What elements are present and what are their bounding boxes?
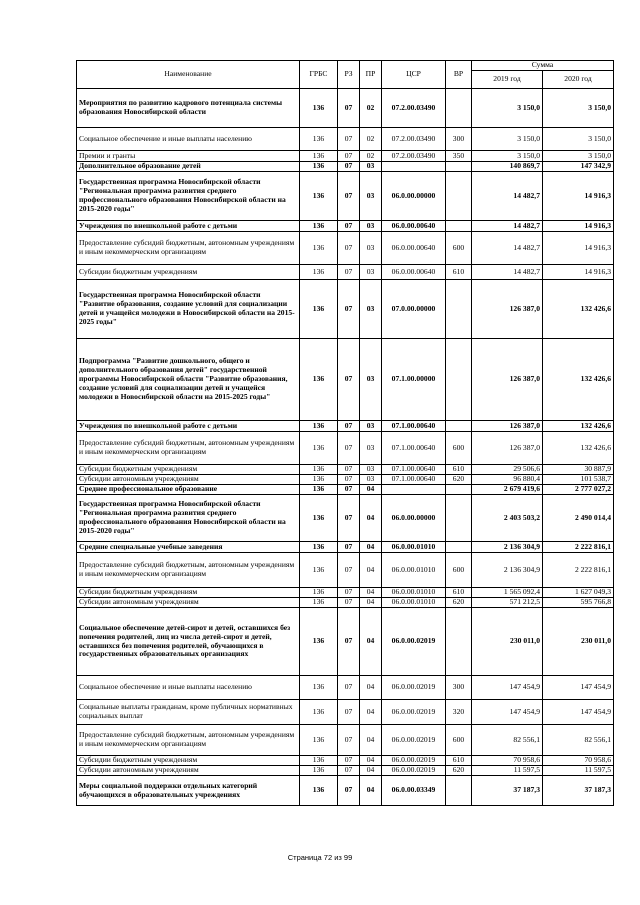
cell-y2019: 2 136 304,9 [472,553,543,588]
cell-y2019: 3 150,0 [472,128,543,151]
cell-y2019: 96 880,4 [472,475,543,485]
table-row [77,432,614,465]
table-row [77,232,614,265]
cell-rz: 07 [338,553,360,588]
cell-name: Подпрограмма "Развитие дошкольного, общего и дополнительного образования детей" государственной программы Новосибирской области "Развитие образования, создание условий для социализации детей и учащейся молодежи в Новосибирской области на 2015-2025 годы" [77,339,300,421]
cell-vr [446,89,472,128]
cell-pr: 03 [360,265,382,280]
table-row [77,339,614,421]
table-row [77,221,614,232]
cell-csr: 06.0.00.03349 [382,776,446,806]
cell-csr: 06.0.00.00640 [382,232,446,265]
cell-rz: 07 [338,128,360,151]
cell-y2020: 595 766,8 [543,598,614,608]
cell-y2020: 14 916,3 [543,232,614,265]
cell-name: Предоставление субсидий бюджетным, автономным учреждениям и иным некоммерческим организациям [77,553,300,588]
cell-y2020: 2 222 816,1 [543,542,614,553]
cell-rz: 07 [338,608,360,676]
cell-y2019: 571 212,5 [472,598,543,608]
cell-grbs: 136 [300,553,338,588]
cell-grbs: 136 [300,756,338,766]
cell-vr [446,280,472,339]
cell-pr: 02 [360,151,382,162]
cell-name: Среднее профессиональное образование [77,485,300,495]
table-row [77,776,614,806]
cell-y2020: 132 426,6 [543,339,614,421]
cell-y2020: 14 916,3 [543,172,614,221]
cell-csr: 07.1.00.00640 [382,475,446,485]
table-row [77,676,614,700]
cell-y2019: 14 482,7 [472,232,543,265]
cell-csr: 07.2.00.03490 [382,89,446,128]
cell-name: Премии и гранты [77,151,300,162]
cell-y2019: 11 597,5 [472,766,543,776]
cell-y2019: 230 011,0 [472,608,543,676]
cell-name: Социальное обеспечение и иные выплаты населению [77,676,300,700]
cell-grbs: 136 [300,280,338,339]
header-sum: Сумма [472,61,614,71]
cell-name: Социальное обеспечение и иные выплаты населению [77,128,300,151]
cell-rz: 07 [338,265,360,280]
cell-y2019: 37 187,3 [472,776,543,806]
cell-name: Субсидии бюджетным учреждениям [77,465,300,475]
table-row [77,608,614,676]
cell-y2019: 14 482,7 [472,265,543,280]
cell-pr: 03 [360,172,382,221]
cell-grbs: 136 [300,766,338,776]
cell-vr: 320 [446,700,472,725]
cell-vr: 600 [446,553,472,588]
cell-csr: 06.0.00.00000 [382,495,446,542]
cell-grbs: 136 [300,542,338,553]
cell-vr: 600 [446,232,472,265]
cell-rz: 07 [338,280,360,339]
cell-vr [446,421,472,432]
cell-csr: 06.0.00.02019 [382,676,446,700]
cell-vr [446,339,472,421]
cell-rz: 07 [338,475,360,485]
cell-rz: 07 [338,465,360,475]
cell-grbs: 136 [300,172,338,221]
cell-y2019: 14 482,7 [472,221,543,232]
cell-pr: 04 [360,485,382,495]
cell-pr: 03 [360,221,382,232]
cell-y2020: 37 187,3 [543,776,614,806]
table-row [77,475,614,485]
cell-name: Субсидии бюджетным учреждениям [77,756,300,766]
cell-y2019: 29 506,6 [472,465,543,475]
cell-csr: 06.0.00.01010 [382,588,446,598]
cell-name: Социальное обеспечение детей-сирот и детей, оставшихся без попечения родителей, лиц из числа детей-сирот и детей, оставшихся без попечения родителей, обучающихся в государственных образовательных организациях [77,608,300,676]
cell-grbs: 136 [300,128,338,151]
cell-y2019: 126 387,0 [472,421,543,432]
table-row [77,725,614,756]
cell-y2020: 2 222 816,1 [543,553,614,588]
table-row [77,421,614,432]
cell-name: Дополнительное образование детей [77,162,300,172]
cell-y2019: 14 482,7 [472,172,543,221]
cell-vr: 300 [446,676,472,700]
cell-rz: 07 [338,776,360,806]
cell-y2020: 2 490 014,4 [543,495,614,542]
cell-y2020: 147 454,9 [543,700,614,725]
cell-pr: 04 [360,553,382,588]
cell-grbs: 136 [300,232,338,265]
cell-grbs: 136 [300,432,338,465]
cell-y2020: 3 150,0 [543,89,614,128]
cell-csr: 07.0.00.00000 [382,280,446,339]
cell-y2020: 2 777 027,2 [543,485,614,495]
cell-vr: 350 [446,151,472,162]
table-row [77,162,614,172]
cell-pr: 03 [360,432,382,465]
header-row [77,61,614,71]
cell-name: Предоставление субсидий бюджетным, автономным учреждениям и иным некоммерческим организациям [77,232,300,265]
cell-name: Предоставление субсидий бюджетным, автономным учреждениям и иным некоммерческим организациям [77,432,300,465]
cell-name: Государственная программа Новосибирской области "Региональная программа развития среднего профессионального образования Новосибирской области на 2015-2020 годы" [77,495,300,542]
cell-vr: 620 [446,766,472,776]
cell-csr: 07.1.00.00640 [382,421,446,432]
cell-pr: 04 [360,756,382,766]
cell-pr: 03 [360,465,382,475]
cell-vr: 620 [446,475,472,485]
header-grbs: ГРБС [300,61,338,89]
cell-vr [446,608,472,676]
cell-grbs: 136 [300,265,338,280]
cell-rz: 07 [338,421,360,432]
cell-name: Субсидии бюджетным учреждениям [77,265,300,280]
cell-name: Учреждения по внешкольной работе с детьми [77,221,300,232]
cell-y2019: 147 454,9 [472,700,543,725]
cell-name: Субсидии автономным учреждениям [77,475,300,485]
cell-pr: 04 [360,700,382,725]
cell-vr [446,776,472,806]
cell-csr: 06.0.00.00640 [382,265,446,280]
cell-pr: 03 [360,280,382,339]
cell-y2020: 147 342,9 [543,162,614,172]
cell-rz: 07 [338,172,360,221]
cell-pr: 04 [360,588,382,598]
cell-name: Учреждения по внешкольной работе с детьми [77,421,300,432]
table-row [77,766,614,776]
cell-csr: 07.2.00.03490 [382,151,446,162]
table-row [77,151,614,162]
cell-vr: 300 [446,128,472,151]
cell-y2020: 70 958,6 [543,756,614,766]
cell-rz: 07 [338,495,360,542]
cell-grbs: 136 [300,151,338,162]
cell-rz: 07 [338,588,360,598]
cell-csr: 06.0.00.02019 [382,756,446,766]
cell-y2020: 14 916,3 [543,265,614,280]
table-row [77,89,614,128]
table-body [77,89,614,806]
cell-rz: 07 [338,725,360,756]
cell-rz: 07 [338,221,360,232]
cell-pr: 03 [360,421,382,432]
cell-grbs: 136 [300,495,338,542]
table-row [77,128,614,151]
cell-y2020: 132 426,6 [543,280,614,339]
cell-grbs: 136 [300,776,338,806]
cell-grbs: 136 [300,700,338,725]
cell-grbs: 136 [300,162,338,172]
cell-y2019: 3 150,0 [472,89,543,128]
cell-csr: 06.0.00.01010 [382,598,446,608]
cell-grbs: 136 [300,465,338,475]
table-row [77,756,614,766]
cell-y2019: 147 454,9 [472,676,543,700]
cell-y2019: 126 387,0 [472,280,543,339]
header-rz: РЗ [338,61,360,89]
cell-name: Государственная программа Новосибирской области "Развитие образования, создание условий для социализации детей и учащейся молодежи в Новосибирской области на 2015-2025 годы" [77,280,300,339]
cell-pr: 04 [360,598,382,608]
cell-y2019: 2 679 419,6 [472,485,543,495]
table-row [77,553,614,588]
cell-csr: 06.0.00.02019 [382,766,446,776]
cell-pr: 02 [360,128,382,151]
cell-name: Средние специальные учебные заведения [77,542,300,553]
cell-name: Социальные выплаты гражданам, кроме публичных нормативных социальных выплат [77,700,300,725]
cell-y2019: 2 403 503,2 [472,495,543,542]
cell-name: Меры социальной поддержки отдельных категорий обучающихся в образовательных учреждениях [77,776,300,806]
cell-name: Субсидии автономным учреждениям [77,766,300,776]
cell-csr: 06.0.00.01010 [382,542,446,553]
cell-y2020: 3 150,0 [543,128,614,151]
table-row [77,588,614,598]
cell-vr: 600 [446,432,472,465]
cell-y2019: 3 150,0 [472,151,543,162]
cell-rz: 07 [338,756,360,766]
cell-grbs: 136 [300,608,338,676]
cell-y2019: 140 869,7 [472,162,543,172]
header-2020: 2020 год [543,71,614,89]
cell-pr: 04 [360,676,382,700]
cell-y2020: 147 454,9 [543,676,614,700]
table-row [77,265,614,280]
cell-vr: 610 [446,588,472,598]
cell-vr [446,542,472,553]
cell-grbs: 136 [300,725,338,756]
table-row [77,172,614,221]
cell-y2019: 82 556,1 [472,725,543,756]
cell-y2020: 14 916,3 [543,221,614,232]
cell-csr: 07.1.00.00640 [382,465,446,475]
cell-rz: 07 [338,162,360,172]
table-row [77,495,614,542]
cell-vr: 610 [446,756,472,766]
cell-pr: 04 [360,608,382,676]
cell-rz: 07 [338,766,360,776]
cell-csr: 07.1.00.00640 [382,432,446,465]
cell-grbs: 136 [300,339,338,421]
cell-y2020: 101 538,7 [543,475,614,485]
cell-csr [382,162,446,172]
cell-name: Мероприятия по развитию кадрового потенциала системы образования Новосибирской области [77,89,300,128]
table-row [77,485,614,495]
cell-rz: 07 [338,598,360,608]
cell-y2020: 132 426,6 [543,421,614,432]
cell-csr: 06.0.00.00640 [382,221,446,232]
cell-name: Субсидии бюджетным учреждениям [77,588,300,598]
cell-y2019: 126 387,0 [472,339,543,421]
cell-rz: 07 [338,700,360,725]
cell-pr: 04 [360,766,382,776]
page-number: Страница 72 из 99 [287,853,353,862]
cell-y2020: 230 011,0 [543,608,614,676]
cell-grbs: 136 [300,89,338,128]
cell-pr: 03 [360,162,382,172]
cell-csr: 06.0.00.02019 [382,608,446,676]
cell-grbs: 136 [300,598,338,608]
cell-vr [446,172,472,221]
cell-csr: 06.0.00.01010 [382,553,446,588]
cell-y2020: 1 627 049,3 [543,588,614,598]
header-csr: ЦСР [382,61,446,89]
cell-pr: 02 [360,89,382,128]
cell-name: Государственная программа Новосибирской области "Региональная программа развития среднего профессионального образования Новосибирской области на 2015-2020 годы" [77,172,300,221]
cell-y2019: 70 958,6 [472,756,543,766]
cell-grbs: 136 [300,485,338,495]
cell-rz: 07 [338,432,360,465]
cell-rz: 07 [338,151,360,162]
cell-pr: 04 [360,495,382,542]
table-row [77,542,614,553]
cell-vr: 600 [446,725,472,756]
cell-csr: 06.0.00.00000 [382,172,446,221]
table-row [77,280,614,339]
cell-rz: 07 [338,89,360,128]
cell-y2019: 1 565 092,4 [472,588,543,598]
cell-csr [382,485,446,495]
cell-csr: 06.0.00.02019 [382,700,446,725]
cell-vr: 610 [446,465,472,475]
cell-rz: 07 [338,676,360,700]
cell-grbs: 136 [300,588,338,598]
table-row [77,465,614,475]
cell-y2020: 82 556,1 [543,725,614,756]
cell-pr: 03 [360,475,382,485]
header-pr: ПР [360,61,382,89]
header-2019: 2019 год [472,71,543,89]
cell-grbs: 136 [300,475,338,485]
cell-pr: 03 [360,339,382,421]
cell-vr [446,221,472,232]
cell-rz: 07 [338,339,360,421]
cell-name: Субсидии автономным учреждениям [77,598,300,608]
budget-table [76,60,614,806]
cell-y2019: 126 387,0 [472,432,543,465]
cell-grbs: 136 [300,676,338,700]
cell-rz: 07 [338,542,360,553]
cell-pr: 04 [360,542,382,553]
cell-grbs: 136 [300,421,338,432]
cell-rz: 07 [338,485,360,495]
cell-name: Предоставление субсидий бюджетным, автономным учреждениям и иным некоммерческим организациям [77,725,300,756]
header-name: Наименование [77,61,300,89]
cell-y2020: 30 887,9 [543,465,614,475]
cell-pr: 03 [360,232,382,265]
cell-y2020: 132 426,6 [543,432,614,465]
cell-csr: 06.0.00.02019 [382,725,446,756]
cell-y2019: 2 136 304,9 [472,542,543,553]
cell-pr: 04 [360,776,382,806]
cell-y2020: 11 597,5 [543,766,614,776]
table-row [77,598,614,608]
header-vr: ВР [446,61,472,89]
cell-csr: 07.1.00.00000 [382,339,446,421]
cell-y2020: 3 150,0 [543,151,614,162]
cell-vr [446,495,472,542]
cell-grbs: 136 [300,221,338,232]
table-row [77,700,614,725]
cell-rz: 07 [338,232,360,265]
cell-vr: 610 [446,265,472,280]
cell-pr: 04 [360,725,382,756]
cell-vr [446,485,472,495]
cell-csr: 07.2.00.03490 [382,128,446,151]
cell-vr [446,162,472,172]
cell-vr: 620 [446,598,472,608]
